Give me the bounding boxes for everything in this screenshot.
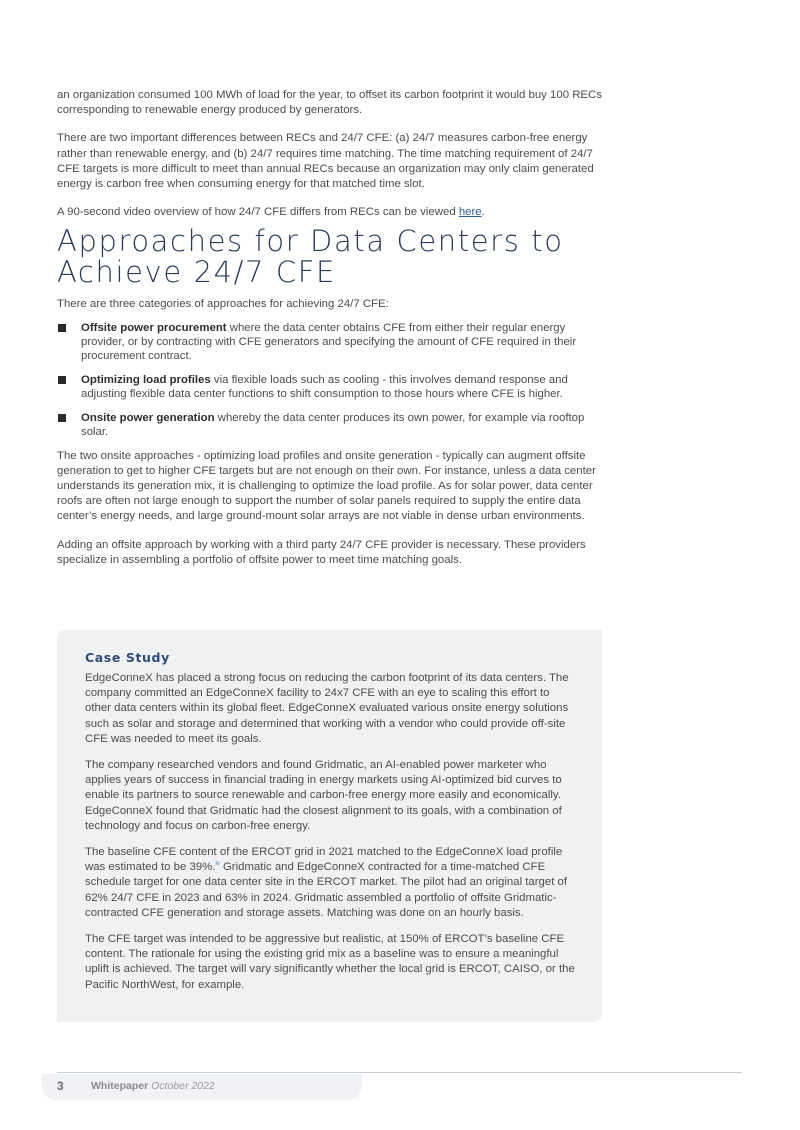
paragraph: an organization consumed 100 MWh of load for the year, to offset its carbon footprint it would buy 100 RECs corresponding to renewable energy produced by generators. — [57, 89, 602, 117]
bullet-bold: Offsite power procurement — [81, 321, 227, 334]
paragraph-text: A 90-second video overview of how 24/7 CFE differs from RECs can be viewed — [57, 206, 459, 219]
paragraph: EdgeConneX has placed a strong focus on reducing the carbon footprint of its data centers. The company committed an EdgeConneX facility to 24x7 CFE with an eye to scaling this effort to other data centers within its global fleet. EdgeConneX evaluated various onsite energy solutions such as solar and storage and determined that working with a vendor who could provide off-site CFE was needed to meet its goals. — [85, 672, 569, 745]
paragraph-text: The baseline CFE content of the ERCOT grid in 2021 matched to the EdgeConneX load profile was estimated to be 39%. — [85, 846, 563, 874]
bullet-text: where the data center obtains CFE from either their regular energy provider, or by contracting with CFE generators and specifying the amount of CFE required in their procurement contract. — [81, 321, 577, 362]
paragraph — [57, 205, 602, 220]
list-item — [57, 321, 602, 363]
case-study-title: Case Study — [85, 650, 170, 665]
list-item — [57, 373, 602, 401]
paragraph: The company researched vendors and found Gridmatic, an AI-enabled power marketer who applies years of success in financial trading in energy markets using AI-optimized bid curves to enable its partners to source renewable and carbon-free energy more easily and economically. EdgeConneX found that Gridmatic had the closest alignment to its goals, with a combination of technology and focus on carbon-free energy. — [85, 759, 562, 832]
bullet-bold: Onsite power generation — [81, 411, 215, 424]
paragraph: There are two important differences between RECs and 24/7 CFE: (a) 24/7 measures carbon-free energy rather than renewable energy, and (b) 24/7 requires time matching. The time matching requirement of 24/7 CFE targets is more difficult to meet than annual RECs because an organization may only claim generated energy is carbon free when consuming energy for that matched time slot. — [57, 132, 594, 191]
case-study-box — [57, 630, 602, 1022]
paragraph-text: Gridmatic and EdgeConneX contracted for a time-matched CFE schedule target for one data center site in the ERCOT market. The pilot had an original target of 62% 24/7 CFE in 2023 and 63% in 2024. Gridmatic assembled a portfolio of offsite Gridmatic-contracted CFE generation and storage assets. Matching was done on an hourly basis. — [85, 861, 568, 919]
bullet-text: via flexible loads such as cooling - this involves demand response and adjusting flexible data center functions to shift consumption to those hours where CFE is higher. — [81, 373, 568, 400]
section-heading: Approaches for Data Centers to Achieve 24/7 CFE — [57, 224, 564, 290]
bullet-text: whereby the data center produces its own power, for example via rooftop solar. — [81, 411, 585, 438]
paragraph-text: . — [481, 206, 485, 219]
footer-divider — [57, 1072, 742, 1073]
list-item — [57, 411, 602, 439]
paragraph: The two onsite approaches - optimizing load profiles and onsite generation - typically can augment offsite generation to get to higher CFE targets but are not enough on their own. For instance, unless a data center understands its generation mix, it is challenging to optimize the load profile. As for solar power, data center roofs are often not large enough to support the number of solar panels required to supply the entire data center’s energy needs, and large ground-mount solar arrays are not viable in dense urban environments. — [57, 449, 596, 523]
video-link[interactable]: here — [458, 206, 482, 219]
main-content — [57, 88, 602, 568]
bullet-bold: Optimizing load profiles — [81, 373, 211, 386]
footnote-reference[interactable]: iv — [215, 861, 220, 868]
bullet-square-icon — [58, 376, 66, 384]
footer-doc-type: Whitepaper — [91, 1080, 149, 1092]
paragraph — [85, 845, 575, 921]
case-study-content — [85, 650, 575, 1004]
footer-label — [91, 1080, 215, 1092]
paragraph: The CFE target was intended to be aggressive but realistic, at 150% of ERCOT’s baseline CFE content. The rationale for using the existing grid mix as a baseline was to ensure a meaningful uplift is achieved. The target will vary significantly whether the local grid is ERCOT, CAISO, or the Pacific NorthWest, for example. — [85, 933, 575, 991]
footer-date: October 2022 — [151, 1080, 215, 1092]
paragraph: There are three categories of approaches for achieving 24/7 CFE: — [57, 298, 389, 311]
bullet-square-icon — [58, 414, 66, 422]
bullet-square-icon — [58, 324, 66, 332]
paragraph: Adding an offsite approach by working with a third party 24/7 CFE provider is necessary. These providers specialize in assembling a portfolio of offsite power to meet time matching goals. — [57, 538, 586, 566]
page-number: 3 — [57, 1079, 64, 1093]
bullet-list — [57, 321, 602, 439]
